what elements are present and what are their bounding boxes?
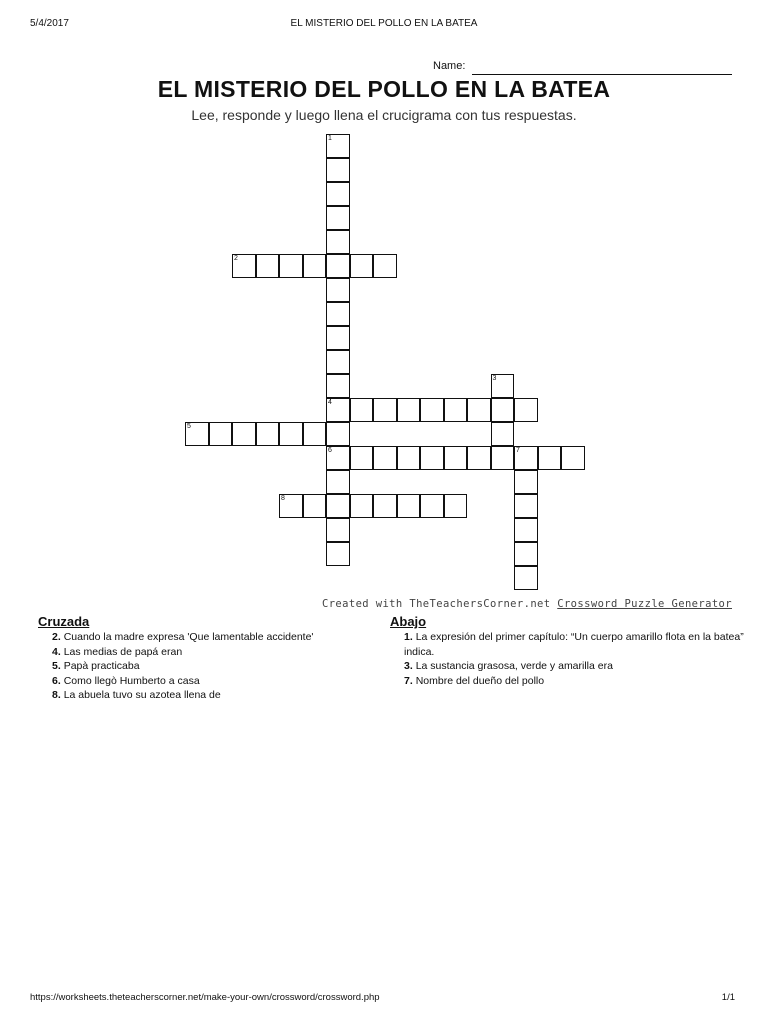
crossword-cell[interactable] — [514, 566, 538, 590]
footer-url: https://worksheets.theteacherscorner.net/make-your-own/crossword/crossword.php — [30, 992, 380, 1003]
clue-item: 8. La abuela tuvo su azotea llena de — [52, 689, 221, 701]
crossword-cell[interactable] — [303, 422, 327, 446]
crossword-cell[interactable] — [326, 206, 350, 230]
clue-item: 6. Como llegò Humberto a casa — [52, 674, 200, 687]
crossword-cell[interactable] — [326, 398, 350, 422]
crossword-cell[interactable] — [397, 398, 421, 422]
crossword-cell[interactable] — [326, 542, 350, 566]
crossword-cell[interactable] — [326, 278, 350, 302]
clue-number: 4 — [328, 399, 332, 406]
crossword-cell[interactable] — [256, 422, 280, 446]
crossword-cell[interactable] — [232, 422, 256, 446]
clue-number: 5 — [187, 423, 191, 430]
clue-item: 4. Las medias de papá eran — [52, 645, 183, 658]
crossword-cell[interactable] — [326, 182, 350, 206]
clue-number: 6 — [328, 447, 332, 454]
crossword-cell[interactable] — [444, 446, 468, 470]
crossword-cell[interactable] — [326, 158, 350, 182]
crossword-cell[interactable] — [420, 446, 444, 470]
clue-item: 3. La sustancia grasosa, verde y amarilla era — [404, 660, 613, 672]
crossword-cell[interactable] — [514, 494, 538, 518]
crossword-cell[interactable] — [397, 494, 421, 518]
crossword-cell[interactable] — [326, 446, 350, 470]
clue-number: 8 — [281, 495, 285, 502]
crossword-cell[interactable] — [326, 422, 350, 446]
crossword-cell[interactable] — [561, 446, 585, 470]
crossword-cell[interactable] — [209, 422, 233, 446]
crossword-cell[interactable] — [232, 254, 256, 278]
crossword-cell[interactable] — [326, 470, 350, 494]
crossword-cell[interactable] — [326, 374, 350, 398]
crossword-cell[interactable] — [279, 254, 303, 278]
generator-link[interactable]: Crossword Puzzle Generator — [557, 598, 732, 610]
crossword-cell[interactable] — [491, 446, 515, 470]
crossword-cell[interactable] — [326, 230, 350, 254]
clue-number: 3 — [492, 375, 497, 382]
crossword-cell[interactable] — [303, 494, 327, 518]
crossword-cell[interactable] — [514, 470, 538, 494]
page-title: EL MISTERIO DEL POLLO EN LA BATEA — [157, 76, 611, 102]
crossword-cell[interactable] — [514, 446, 538, 470]
print-header-title: EL MISTERIO DEL POLLO EN LA BATEA — [290, 18, 478, 29]
crossword-cell[interactable] — [397, 446, 421, 470]
crossword-cell[interactable] — [373, 254, 397, 278]
crossword-cell[interactable] — [303, 254, 327, 278]
crossword-cell[interactable] — [467, 446, 491, 470]
print-date: 5/4/2017 — [30, 18, 69, 29]
clue-number: 7 — [516, 447, 520, 454]
footer-page-number: 1/1 — [721, 992, 735, 1003]
crossword-cell[interactable] — [444, 494, 468, 518]
crossword-cell[interactable] — [326, 326, 350, 350]
credit-line — [322, 598, 732, 610]
crossword-cell[interactable] — [491, 398, 515, 422]
crossword-cell[interactable] — [350, 446, 374, 470]
crossword-cell[interactable] — [538, 446, 562, 470]
down-heading: Abajo — [390, 614, 427, 629]
clue-item: 7. Nombre del dueño del pollo — [404, 674, 545, 687]
name-label: Name: — [433, 60, 466, 72]
crossword-cell[interactable] — [373, 494, 397, 518]
crossword-cell[interactable] — [514, 542, 538, 566]
crossword-cell[interactable] — [420, 398, 444, 422]
crossword-cell[interactable] — [256, 254, 280, 278]
crossword-cell[interactable] — [420, 494, 444, 518]
crossword-cell[interactable] — [444, 398, 468, 422]
crossword-cell[interactable] — [185, 422, 209, 446]
crossword-cell[interactable] — [373, 446, 397, 470]
clue-item: 5. Papà practicaba — [52, 660, 140, 672]
crossword-cell[interactable] — [350, 494, 374, 518]
crossword-cell[interactable] — [467, 398, 491, 422]
across-heading: Cruzada — [38, 614, 90, 629]
crossword-cell[interactable] — [514, 518, 538, 542]
crossword-cell[interactable] — [279, 422, 303, 446]
crossword-cell[interactable] — [350, 398, 374, 422]
crossword-cell[interactable] — [373, 398, 397, 422]
across-clue-list — [52, 630, 372, 703]
crossword-cell[interactable] — [326, 134, 350, 158]
credit-prefix: Created with TheTeachersCorner.net — [321, 598, 558, 610]
crossword-cell[interactable] — [326, 302, 350, 326]
crossword-cell[interactable] — [326, 518, 350, 542]
clue-number: 2 — [234, 255, 238, 262]
crossword-cell[interactable] — [350, 254, 374, 278]
name-field-line[interactable] — [472, 74, 732, 75]
crossword-cell[interactable] — [514, 398, 538, 422]
clue-item: 2. Cuando la madre expresa 'Que lamentable accidente' — [52, 631, 314, 643]
clue-item: 1. La expresión del primer capítulo: “Un cuerpo amarillo flota en la batea” indica. — [404, 631, 744, 658]
crossword-cell[interactable] — [326, 350, 350, 374]
down-clue-list — [404, 630, 744, 688]
crossword-cell[interactable] — [491, 374, 515, 398]
clue-number: 1 — [328, 135, 332, 142]
crossword-cell[interactable] — [326, 254, 350, 278]
page-subtitle: Lee, responde y luego llena el crucigrama con tus respuestas. — [191, 107, 577, 123]
crossword-cell[interactable] — [491, 422, 515, 446]
crossword-cell[interactable] — [279, 494, 303, 518]
crossword-cell[interactable] — [326, 494, 350, 518]
